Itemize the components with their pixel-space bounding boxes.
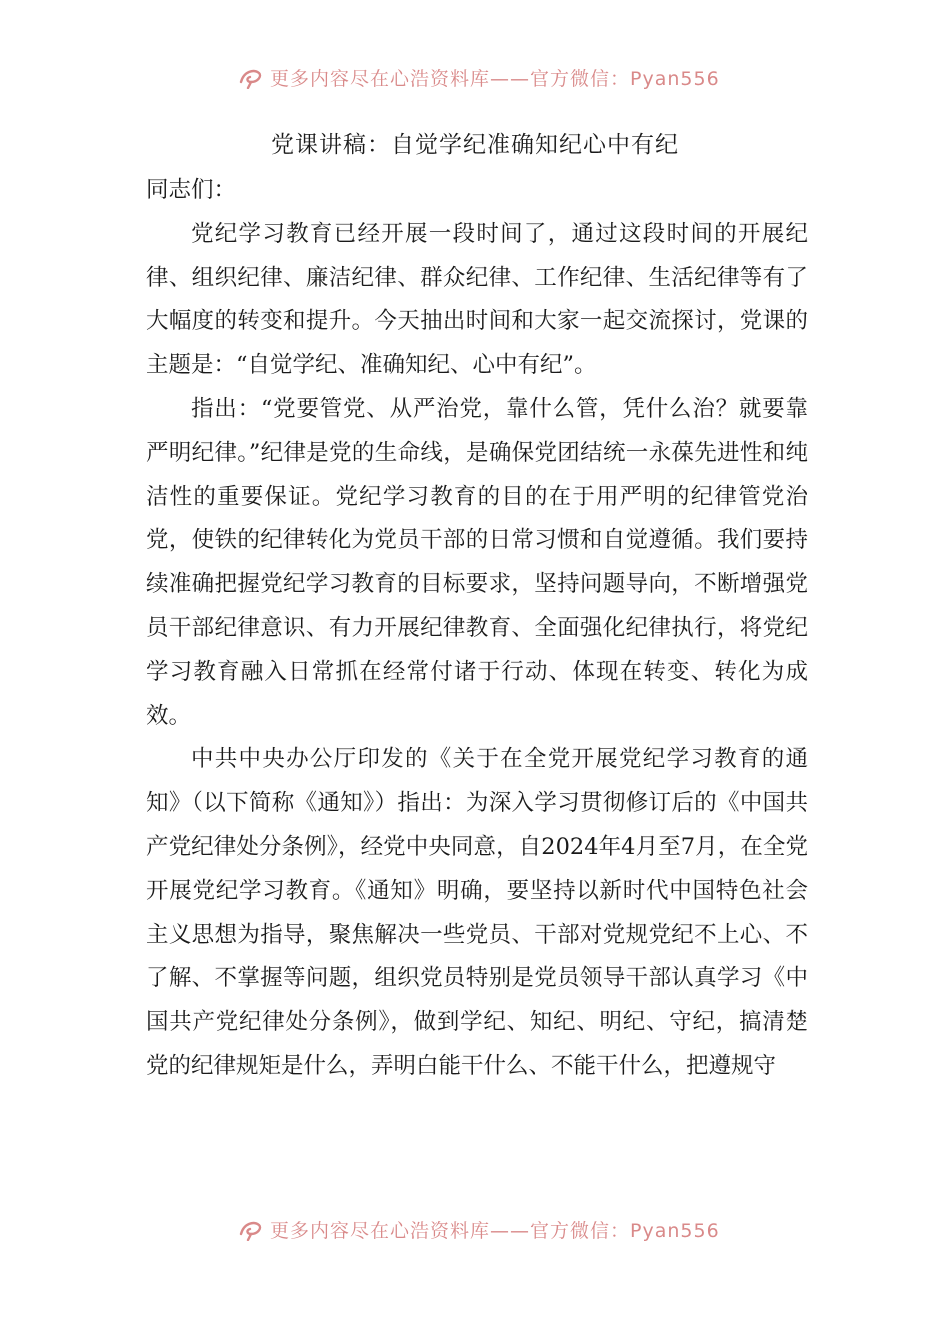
watermark-logo-icon [238, 67, 264, 89]
watermark-header [0, 50, 950, 90]
page-title: 党课讲稿：自觉学纪准确知纪心中有纪 [271, 132, 679, 158]
watermark-footer [0, 1202, 950, 1242]
paragraph-3: 中共中央办公厅印发的《关于在全党开展党纪学习教育的通知》（以下简称《通知》）指出：为深入学习贯彻修订后的《中国共产党纪律处分条例》，经党中央同意，自2024年4月至7月，在全党开展党纪学习教育。《通知》明确，要坚持以新时代中国特色社会主义思想为指导，聚焦解决一些党员、干部对党规党纪不上心、不了解、不掌握等问题，组织党员特别是党员领导干部认真学习《中国共产党纪律处分条例》，做到学纪、知纪、明纪、守纪，搞清楚党的纪律规矩是什么，弄明白能干什么、不能干什么，把遵规守 [146, 746, 808, 1079]
paragraph-1: 党纪学习教育已经开展一段时间了，通过这段时间的开展纪律、组织纪律、廉洁纪律、群众纪律、工作纪律、生活纪律等有了大幅度的转变和提升。今天抽出时间和大家一起交流探讨，党课的主题是：“自觉学纪、准确知纪、心中有纪”。 [146, 220, 808, 379]
document-body [146, 169, 808, 1089]
watermark-logo-icon [238, 1219, 264, 1241]
watermark-text: 更多内容尽在心浩资料库——官方微信：Pyan556 [270, 68, 720, 90]
watermark-text: 更多内容尽在心浩资料库——官方微信：Pyan556 [270, 1220, 720, 1242]
paragraph-2: 指出：“党要管党、从严治党，靠什么管，凭什么治？就要靠严明纪律。”纪律是党的生命线，是确保党团结统一永葆先进性和纯洁性的重要保证。党纪学习教育的目的在于用严明的纪律管党治党，使铁的纪律转化为党员干部的日常习惯和自觉遵循。我们要持续准确把握党纪学习教育的目标要求，坚持问题导向，不断增强党员干部纪律意识、有力开展纪律教育、全面强化纪律执行，将党纪学习教育融入日常抓在经常付诸于行动、体现在转变、转化为成效。 [146, 395, 808, 729]
salutation: 同志们： [146, 177, 237, 203]
